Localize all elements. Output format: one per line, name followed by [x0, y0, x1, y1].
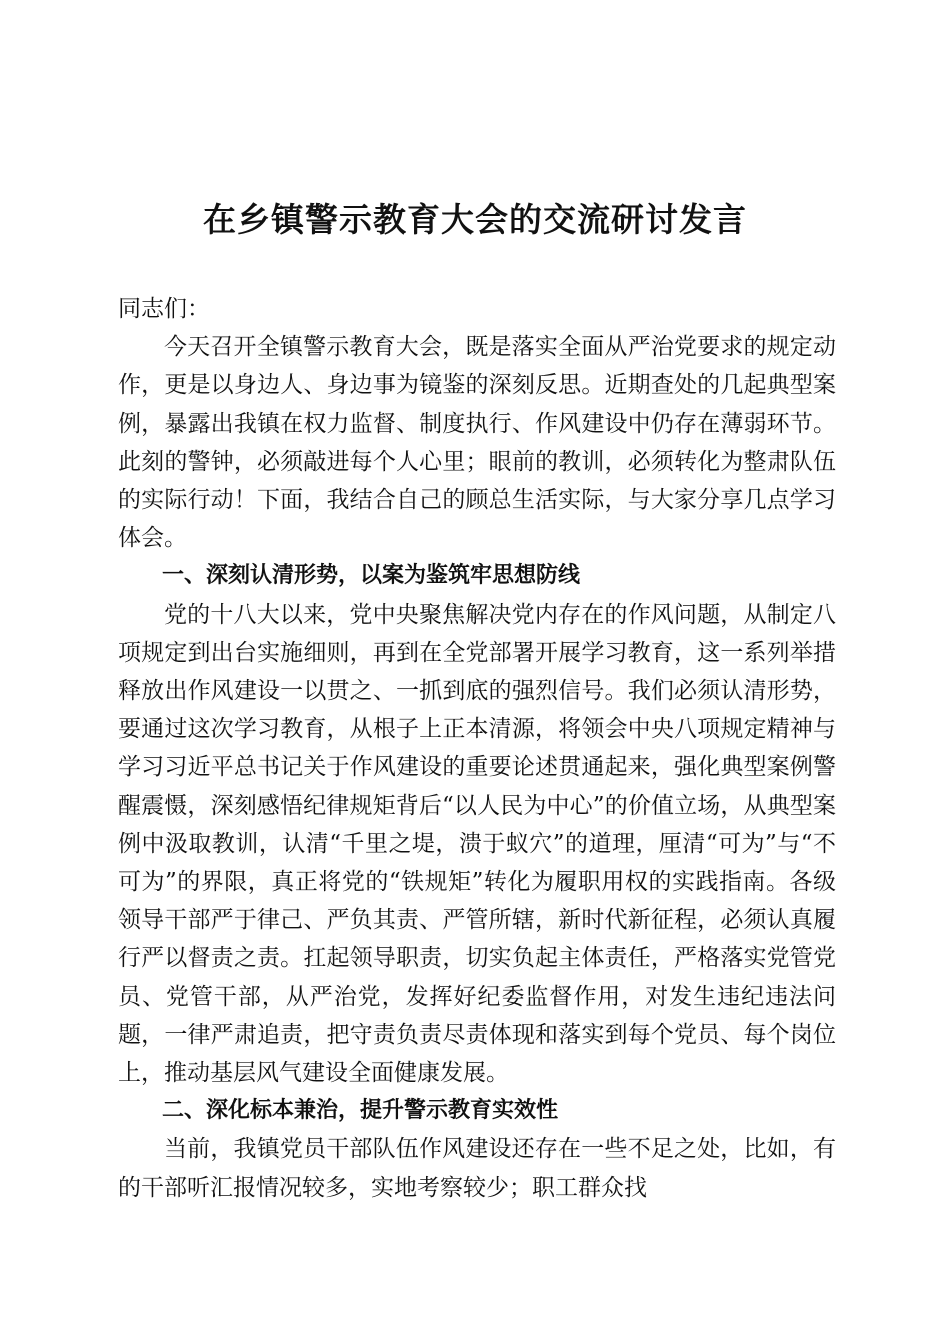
- section-2-heading: 二、深化标本兼治，提升警示教育实效性: [162, 1098, 559, 1124]
- salutation: 同志们：: [118, 296, 210, 322]
- section-1-heading: 一、深刻认清形势，以案为鉴筑牢思想防线: [162, 563, 581, 589]
- section-1-paragraph: 党的十八大以来，党中央聚焦解决党内存在的作风问题，从制定八项规定到出台实施细则，再到在全党部署开展学习教育，这一系列举措释放出作风建设一以贯之、一抓到底的强烈信号。我们必须认清形势，要通过这次学习教育，从根子上正本清源，将领会中央八项规定精神与学习习近平总书记关于作风建设的重要论述贯通起来，强化典型案例警醒震慑，深刻感悟纪律规矩背后“以人民为中心”的价值立场，从典型案例中汲取教训，认清“千里之堤，溃于蚁穴”的道理，厘清“可为”与“不可为”的界限，真正将党的“铁规矩”转化为履职用权的实践指南。各级领导干部严于律己、严负其责、严管所辖，新时代新征程，必须认真履行严以督责之责。扛起领导职责，切实负起主体责任，严格落实党管党员、党管干部，从严治党，发挥好纪委监督作用，对发生违纪违法问题，一律严肃追责，把守责负责尽责体现和落实到每个党员、每个岗位上，推动基层风气建设全面健康发展。: [118, 601, 836, 1087]
- document-body: [118, 290, 836, 1207]
- intro-paragraph: 今天召开全镇警示教育大会，既是落实全面从严治党要求的规定动作，更是以身边人、身边事为镜鉴的深刻反思。近期查处的几起典型案例，暴露出我镇在权力监督、制度执行、作风建设中仍存在薄弱环节。此刻的警钟，必须敲进每个人心里；眼前的教训，必须转化为整肃队伍的实际行动！下面，我结合自己的顾总生活实际，与大家分享几点学习体会。: [118, 334, 836, 552]
- document-title: 在乡镇警示教育大会的交流研讨发言: [203, 200, 747, 239]
- section-2-paragraph: 当前，我镇党员干部队伍作风建设还存在一些不足之处，比如，有的干部听汇报情况较多，实地考察较少；职工群众找: [118, 1136, 836, 1201]
